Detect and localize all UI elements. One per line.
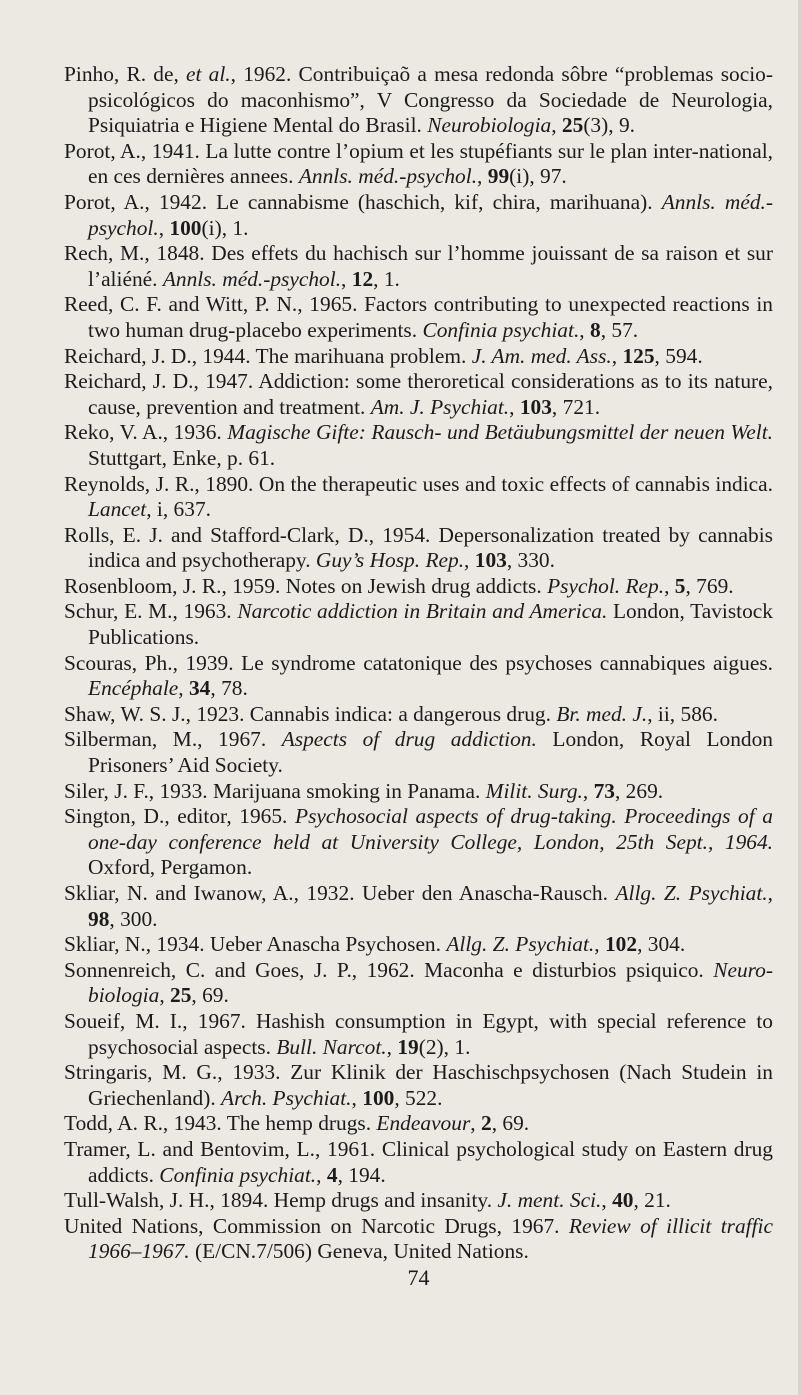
reference-text: (i), 1. (201, 215, 249, 240)
reference-title: J. Am. med. Ass. (471, 343, 612, 368)
reference-volume: 12 (351, 266, 374, 291)
reference-text: , (341, 266, 352, 291)
reference-text: Shaw, W. S. J., 1923. Cannabis indica: a dangerous drug. (64, 701, 557, 726)
reference-text: , 21. (633, 1188, 671, 1213)
reference-text: , 69. (491, 1111, 530, 1136)
reference-title: Magische Gifte: Rausch- und Betäubungsmittel der neuen Welt. (227, 420, 773, 445)
reference-text: , (582, 778, 594, 803)
reference-entry (64, 139, 773, 190)
reference-text: Reichard, J. D., 1947. Addiction: some theroretical considerations as to its nature, cause, prevention and treatment. (64, 369, 773, 419)
reference-title: Psychosocial aspects of drug-taking. Proceedings of a one-day conference held at University College, London, 25th Sept., 1964. (88, 804, 773, 854)
reference-title: Br. med. J. (556, 701, 648, 726)
reference-text: Porot, A., 1942. Le cannabisme (haschich, kif, chira, marihuana). (64, 189, 662, 214)
reference-text: , (159, 983, 171, 1008)
reference-text: Soueif, M. I., 1967. Hashish consumption in Egypt, with special reference to psychosocial aspects. (64, 1008, 773, 1059)
reference-title: J. ment. Sci. (497, 1188, 602, 1213)
reference-volume: 125 (622, 343, 655, 368)
reference-volume: 8 (590, 317, 601, 342)
reference-volume: 100 (169, 215, 202, 240)
reference-text: , (601, 1188, 613, 1213)
reference-title: Encéphale (88, 676, 179, 701)
reference-text: , (386, 1034, 398, 1059)
reference-title: Am. J. Psychiat. (370, 394, 510, 419)
reference-entry (64, 344, 773, 370)
reference-volume: 103 (519, 394, 552, 419)
reference-text: Skliar, N. and Iwanow, A., 1932. Ueber den Anascha-Rausch. (64, 881, 616, 905)
reference-text: Rosenbloom, J. R., 1959. Notes on Jewish drug addicts. (64, 573, 548, 598)
reference-text: Reynolds, J. R., 1890. On the therapeutic uses and toxic effects of cannabis indica. (64, 471, 773, 496)
reference-text: London, Royal London Prisoners’ Aid Society. (88, 727, 773, 778)
reference-entry (64, 881, 773, 932)
reference-entry (64, 779, 773, 805)
reference-volume: 102 (604, 932, 638, 957)
reference-entry (64, 292, 773, 343)
reference-entry (64, 190, 773, 241)
reference-volume: 34 (188, 676, 211, 701)
reference-title: Neuro-biologia (88, 957, 773, 1008)
reference-title: Bull. Narcot. (276, 1034, 387, 1059)
reference-title: Allg. Z. Psychiat. (446, 932, 595, 957)
reference-title: Allg. Z. Psychiat. (615, 881, 768, 905)
reference-volume: 2 (480, 1111, 492, 1136)
reference-entry (64, 651, 773, 702)
reference-volume: 5 (674, 573, 686, 598)
reference-text: , 1962. Contribuiçaõ a mesa redonda sôbre “problemas socio-psicológicos do maconhismo”, V Congresso da Sociedade de Neurologia, Psiquiatria e Higiene Mental do Brasil. (88, 62, 773, 138)
reference-text: Oxford, Pergamon. (88, 855, 253, 880)
reference-text: , (509, 394, 520, 419)
reference-entry (64, 1060, 773, 1111)
page-number: 74 (407, 1264, 430, 1290)
reference-text: Skliar, N., 1934. Ueber Anascha Psychosen. (64, 932, 447, 957)
reference-entry (64, 1188, 773, 1214)
reference-title: Annls. méd.-psychol. (88, 189, 773, 240)
reference-text: , 721. (551, 394, 601, 419)
reference-list (64, 62, 773, 1265)
reference-text: Reichard, J. D., 1944. The marihuana problem. (64, 343, 472, 368)
reference-title: Milit. Surg. (485, 778, 583, 803)
reference-text: , (594, 932, 605, 957)
reference-volume: 99 (487, 164, 510, 189)
reference-title: Guy’s Hosp. Rep. (315, 548, 465, 573)
reference-entry (64, 1214, 773, 1265)
reference-volume: 103 (474, 548, 507, 573)
reference-entry (64, 241, 773, 292)
reference-entry (64, 1111, 773, 1137)
reference-entry (64, 62, 773, 139)
reference-text: Reko, V. A., 1936. (64, 420, 228, 445)
reference-title: Confinia psychiat. (422, 317, 580, 342)
reference-entry (64, 804, 773, 881)
reference-entry (64, 1137, 773, 1188)
reference-text: (2), 1. (418, 1034, 471, 1059)
reference-text: Siler, J. F., 1933. Marijuana smoking in Panama. (64, 778, 486, 803)
reference-entry (64, 1009, 773, 1060)
reference-text: , 330. (506, 548, 555, 573)
reference-text: , (767, 881, 773, 905)
reference-text: , (664, 573, 675, 598)
reference-text: , 69. (191, 983, 229, 1008)
reference-text: , ii, 586. (647, 701, 718, 726)
reference-title: Confinia psychiat. (159, 1162, 317, 1187)
reference-volume: 25 (170, 983, 192, 1008)
reference-entry (64, 958, 773, 1009)
reference-text: (3), 9. (583, 113, 635, 138)
reference-text: United Nations, Commission on Narcotic Drugs, 1967. (64, 1213, 569, 1238)
reference-text: Rech, M., 1848. Des effets du hachisch sur l’homme jouissant de sa raison et sur l’aliéné. (64, 241, 773, 291)
reference-text: Stuttgart, Enke, p. 61. (88, 445, 276, 470)
reference-text: (E/CN.7/506) Geneva, United Nations. (189, 1239, 529, 1264)
reference-text: Rolls, E. J. and Stafford-Clark, D., 1954. Depersonalization treated by cannabis indica and psychotherapy. (64, 522, 773, 573)
reference-title: Annls. méd.-psychol. (162, 266, 342, 291)
reference-volume: 100 (362, 1085, 395, 1110)
reference-text: , (611, 343, 623, 368)
reference-entry (64, 574, 773, 600)
reference-text: Stringaris, M. G., 1933. Zur Klinik der Haschischpsychosen (Nach Studein in Griechenland). (64, 1060, 773, 1110)
reference-title: Aspects of drug addiction. (281, 727, 537, 752)
reference-text: , (464, 548, 475, 573)
reference-title: Psychol. Rep. (547, 573, 665, 598)
reference-text: , 78. (210, 676, 248, 701)
reference-entry (64, 420, 773, 471)
reference-entry (64, 932, 773, 958)
reference-text: Silberman, M., 1967. (64, 727, 282, 752)
reference-volume: 19 (397, 1034, 419, 1059)
reference-text: Scouras, Ph., 1939. Le syndrome catatonique des psychoses cannabiques aigues. (64, 650, 773, 675)
reference-title: Review of illicit traffic 1966–1967. (88, 1213, 773, 1264)
reference-text: , i, 637. (146, 497, 211, 522)
reference-text: , (470, 1111, 481, 1136)
reference-entry (64, 472, 773, 523)
reference-volume: 4 (326, 1162, 338, 1187)
reference-text: , 594. (654, 343, 703, 368)
reference-text: , (158, 215, 170, 240)
reference-title: Arch. Psychiat. (221, 1085, 352, 1110)
reference-text: , (178, 676, 189, 701)
reference-text: , (579, 317, 590, 342)
reference-volume: 40 (612, 1188, 634, 1213)
reference-text: Schur, E. M., 1963. (64, 599, 238, 624)
reference-text: , 304. (637, 932, 686, 957)
reference-text: Porot, A., 1941. La lutte contre l’opium et les stupéfiants sur le plan inter-national, en ces dernières annees. (64, 138, 773, 189)
reference-entry (64, 369, 773, 420)
reference-volume: 98 (88, 906, 110, 931)
reference-entry (64, 727, 773, 778)
reference-title: Neurobiologia (427, 113, 552, 138)
reference-title: et al. (186, 62, 231, 86)
reference-text: , 300. (109, 906, 158, 931)
reference-text: , (551, 113, 562, 138)
reference-title: Annls. méd.-psychol. (298, 164, 478, 189)
reference-title: Lancet (88, 497, 147, 522)
reference-text: Tull-Walsh, J. H., 1894. Hemp drugs and insanity. (64, 1188, 498, 1213)
reference-text: London, Tavistock Publications. (88, 599, 773, 650)
reference-text: , 57. (600, 317, 639, 342)
reference-entry (64, 523, 773, 574)
reference-title: Endeavour (376, 1111, 471, 1136)
reference-text: , 769. (685, 573, 734, 598)
reference-text: Sington, D., editor, 1965. (64, 804, 296, 829)
reference-volume: 73 (593, 778, 615, 803)
reference-text: , (477, 164, 488, 189)
reference-text: Sonnenreich, C. and Goes, J. P., 1962. Maconha e disturbios psiquico. (64, 957, 714, 982)
reference-text: , 1. (373, 266, 400, 291)
reference-text: Pinho, R. de, (64, 62, 187, 86)
reference-text: , 269. (614, 778, 664, 803)
reference-text: , (316, 1162, 327, 1187)
reference-text: (i), 97. (509, 164, 567, 189)
reference-text: , 522. (394, 1085, 443, 1110)
reference-text: , 194. (337, 1162, 386, 1187)
reference-text: , (351, 1085, 363, 1110)
reference-entry (64, 702, 773, 728)
reference-volume: 25 (561, 113, 584, 138)
reference-text: Tramer, L. and Bentovim, L., 1961. Clinical psychological study on Eastern drug addicts. (64, 1136, 773, 1187)
reference-title: Narcotic addiction in Britain and America. (237, 599, 608, 624)
reference-entry (64, 599, 773, 650)
reference-text: Todd, A. R., 1943. The hemp drugs. (64, 1111, 377, 1136)
reference-text: Reed, C. F. and Witt, P. N., 1965. Factors contributing to unexpected reactions in two human drug-placebo experiments. (64, 292, 773, 342)
